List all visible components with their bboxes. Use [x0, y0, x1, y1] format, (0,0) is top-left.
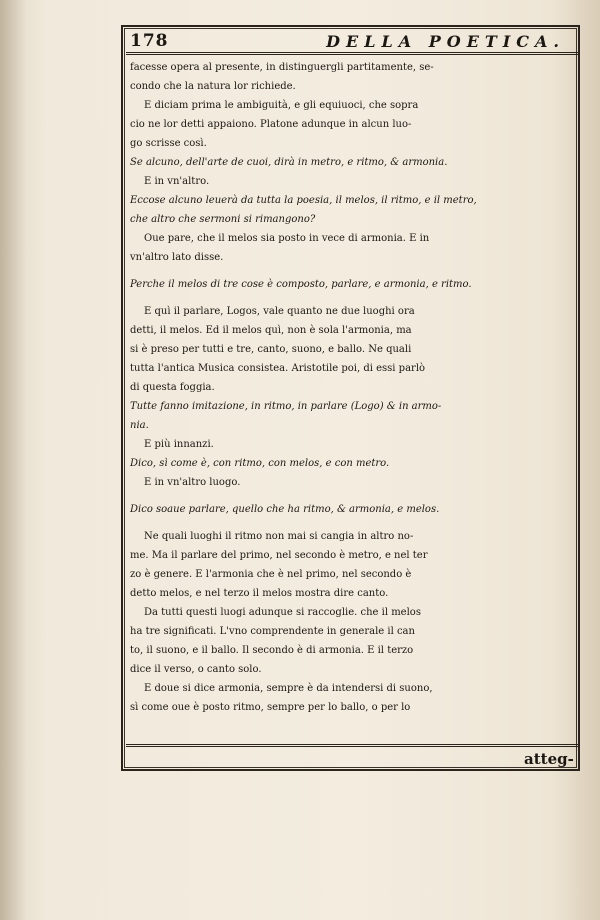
text-line: facesse opera al presente, in distinguergli partitamente, se- [130, 62, 434, 73]
text-line: E doue si dice armonia, sempre è da intendersi di suono, [144, 683, 433, 694]
page-number: 178 [130, 31, 169, 51]
gutter-shadow [0, 0, 26, 920]
text-line: Oue pare, che il melos sia posto in vece di armonia. E in [144, 233, 430, 244]
text-line: me. Ma il parlare del primo, nel secondo è metro, e nel ter [130, 550, 428, 561]
quotation-line: Dico soaue parlare, quello che ha ritmo, & armonia, e melos. [130, 504, 440, 515]
quotation-line: Se alcuno, dell'arte de cuoi, dirà in metro, e ritmo, & armonia. [130, 157, 448, 168]
catchword: atteg- [524, 750, 574, 768]
text-line: detto melos, e nel terzo il melos mostra dire canto. [130, 588, 389, 599]
line-gap [130, 294, 570, 302]
text-line: detti, il melos. Ed il melos quì, non è sola l'armonia, ma [130, 325, 412, 336]
text-line: condo che la natura lor richiede. [130, 81, 296, 92]
quotation-line: nia. [130, 420, 149, 431]
text-line: E diciam prima le ambiguità, e gli equiuoci, che sopra [144, 100, 419, 111]
quotation-line: Dico, sì come è, con ritmo, con melos, e con metro. [130, 458, 390, 469]
text-line: dice il verso, o canto solo. [130, 664, 262, 675]
text-line: go scrisse così. [130, 138, 207, 149]
text-line: E in vn'altro. [144, 176, 210, 187]
text-line: tutta l'antica Musica consistea. Aristotile poi, di essi parlò [130, 363, 426, 374]
quotation-line: Eccose alcuno leuerà da tutta la poesia, il melos, il ritmo, e il metro, [130, 195, 477, 206]
quotation-line: Perche il melos di tre cose è composto, parlare, e armonia, e ritmo. [130, 279, 472, 290]
text-line: to, il suono, e il ballo. Il secondo è di armonia. E il terzo [130, 645, 414, 656]
quotation-line: che altro che sermoni si rimangono? [130, 214, 316, 225]
text-line: E più innanzi. [144, 439, 214, 450]
text-line: Ne quali luoghi il ritmo non mai si cangia in altro no- [144, 531, 414, 542]
text-line: E quì il parlare, Logos, vale quanto ne due luoghi ora [144, 306, 415, 317]
text-line: cio ne lor detti appaiono. Platone adunque in alcun luo- [130, 119, 412, 130]
quotation-line: Tutte fanno imitazione, in ritmo, in parlare (Logo) & in armo- [130, 401, 442, 412]
text-line: Da tutti questi luogi adunque si raccoglie. che il melos [144, 607, 421, 618]
text-line: ha tre significati. L'vno comprendente in generale il can [130, 626, 415, 637]
line-gap [130, 519, 570, 527]
running-head: DELLA POETICA. [326, 31, 565, 51]
body-text [130, 58, 570, 717]
header-rule [126, 52, 578, 55]
text-line: E in vn'altro luogo. [144, 477, 241, 488]
text-line: vn'altro lato disse. [130, 252, 224, 263]
line-gap [130, 267, 570, 275]
page-header [130, 28, 575, 54]
footer-rule [126, 744, 578, 747]
text-line: zo è genere. E l'armonia che è nel primo, nel secondo è [130, 569, 412, 580]
line-gap [130, 492, 570, 500]
text-line: si è preso per tutti e tre, canto, suono, e ballo. Ne quali [130, 344, 412, 355]
text-line: di questa foggia. [130, 382, 215, 393]
text-line: sì come oue è posto ritmo, sempre per lo ballo, o per lo [130, 702, 411, 713]
